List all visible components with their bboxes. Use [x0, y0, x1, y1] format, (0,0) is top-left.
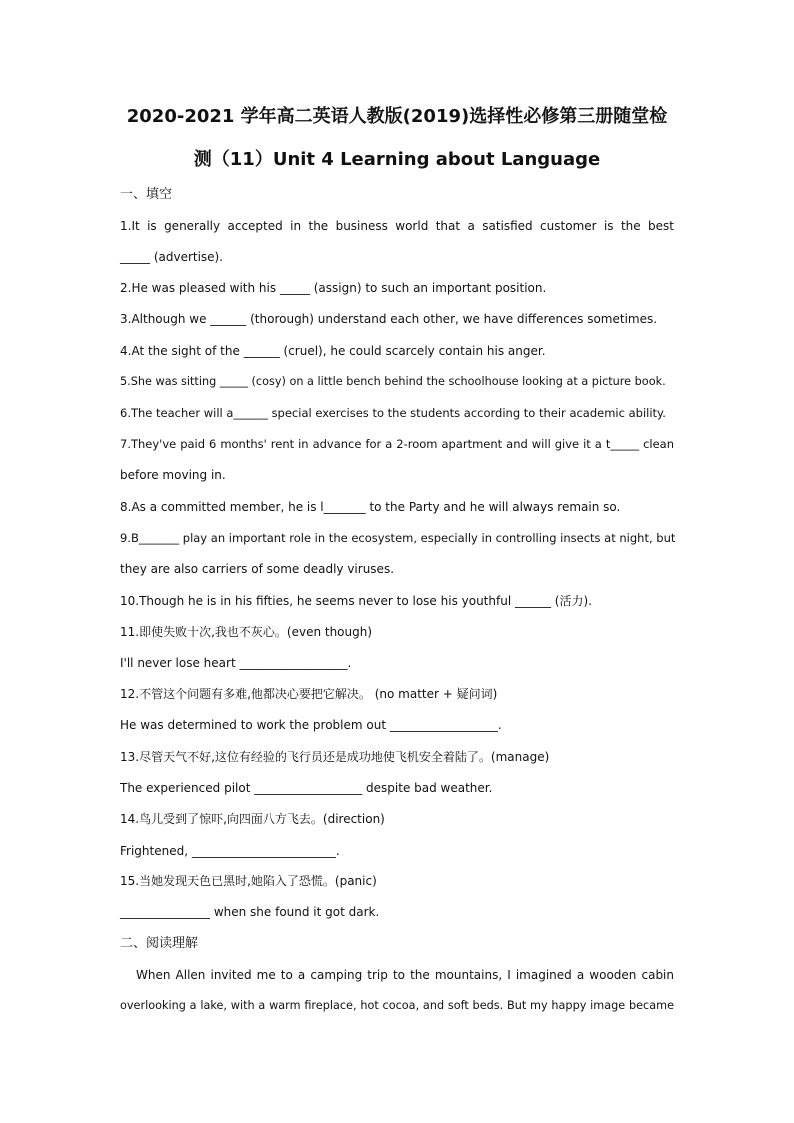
- question-line: _____ (advertise).: [120, 250, 224, 264]
- document-title-line-2: 测（11）Unit 4 Learning about Language: [193, 149, 601, 170]
- question-line: 5.She was sitting _____ (cosy) on a little bench behind the schoolhouse looking at a picture book.: [120, 375, 666, 388]
- document-title-line-1: 2020-2021 学年高二英语人教版(2019)选择性必修第三册随堂检: [126, 106, 668, 127]
- section-heading-fill-blank: 一、填空: [120, 187, 173, 202]
- question-line: 10.Though he is in his fifties, he seems never to lose his youthful ______ (活力).: [120, 594, 592, 608]
- question-line: 6.The teacher will a______ special exercises to the students according to their academic ability.: [120, 406, 666, 420]
- question-line: 3.Although we ______ (thorough) understand each other, we have differences sometimes.: [120, 312, 658, 326]
- question-line: He was determined to work the problem out __________________.: [120, 718, 502, 732]
- question-line: 7.They've paid 6 months' rent in advance for a 2-room apartment and will give it a t_____ clean: [120, 437, 674, 451]
- question-line: 11.即使失败十次,我也不灰心。(even though): [120, 625, 373, 639]
- question-line: they are also carriers of some deadly viruses.: [120, 562, 395, 576]
- question-line: before moving in.: [120, 468, 226, 482]
- question-line: 9.B_______ play an important role in the ecosystem, especially in controlling insects at night, but: [120, 531, 676, 545]
- passage-line: overlooking a lake, with a warm fireplace, hot cocoa, and soft beds. But my happy image became: [120, 999, 674, 1012]
- question-line: 13.尽管天气不好,这位有经验的飞行员还是成功地使飞机安全着陆了。(manage): [120, 750, 550, 764]
- question-line: 4.At the sight of the ______ (cruel), he could scarcely contain his anger.: [120, 344, 546, 358]
- question-line: 2.He was pleased with his _____ (assign) to such an important position.: [120, 281, 547, 295]
- question-line: 15.当她发现天色已黑时,她陷入了恐慌。(panic): [120, 874, 377, 888]
- question-line: Frightened, ________________________.: [120, 844, 340, 858]
- question-line: I'll never lose heart __________________.: [120, 656, 352, 670]
- question-line: _______________ when she found it got dark.: [120, 905, 380, 919]
- section-heading-reading: 二、阅读理解: [120, 936, 199, 951]
- question-line: 14.鸟儿受到了惊吓,向四面八方飞去。(direction): [120, 812, 385, 826]
- question-line: 1.It is generally accepted in the business world that a satisfied customer is the best: [120, 219, 674, 233]
- question-line: The experienced pilot __________________ despite bad weather.: [120, 781, 493, 795]
- question-line: 12.不管这个问题有多难,他都决心要把它解决。 (no matter + 疑问词): [120, 687, 498, 701]
- passage-line: When Allen invited me to a camping trip to the mountains, I imagined a wooden cabin: [136, 968, 674, 982]
- question-line: 8.As a committed member, he is l_______ to the Party and he will always remain so.: [120, 500, 621, 514]
